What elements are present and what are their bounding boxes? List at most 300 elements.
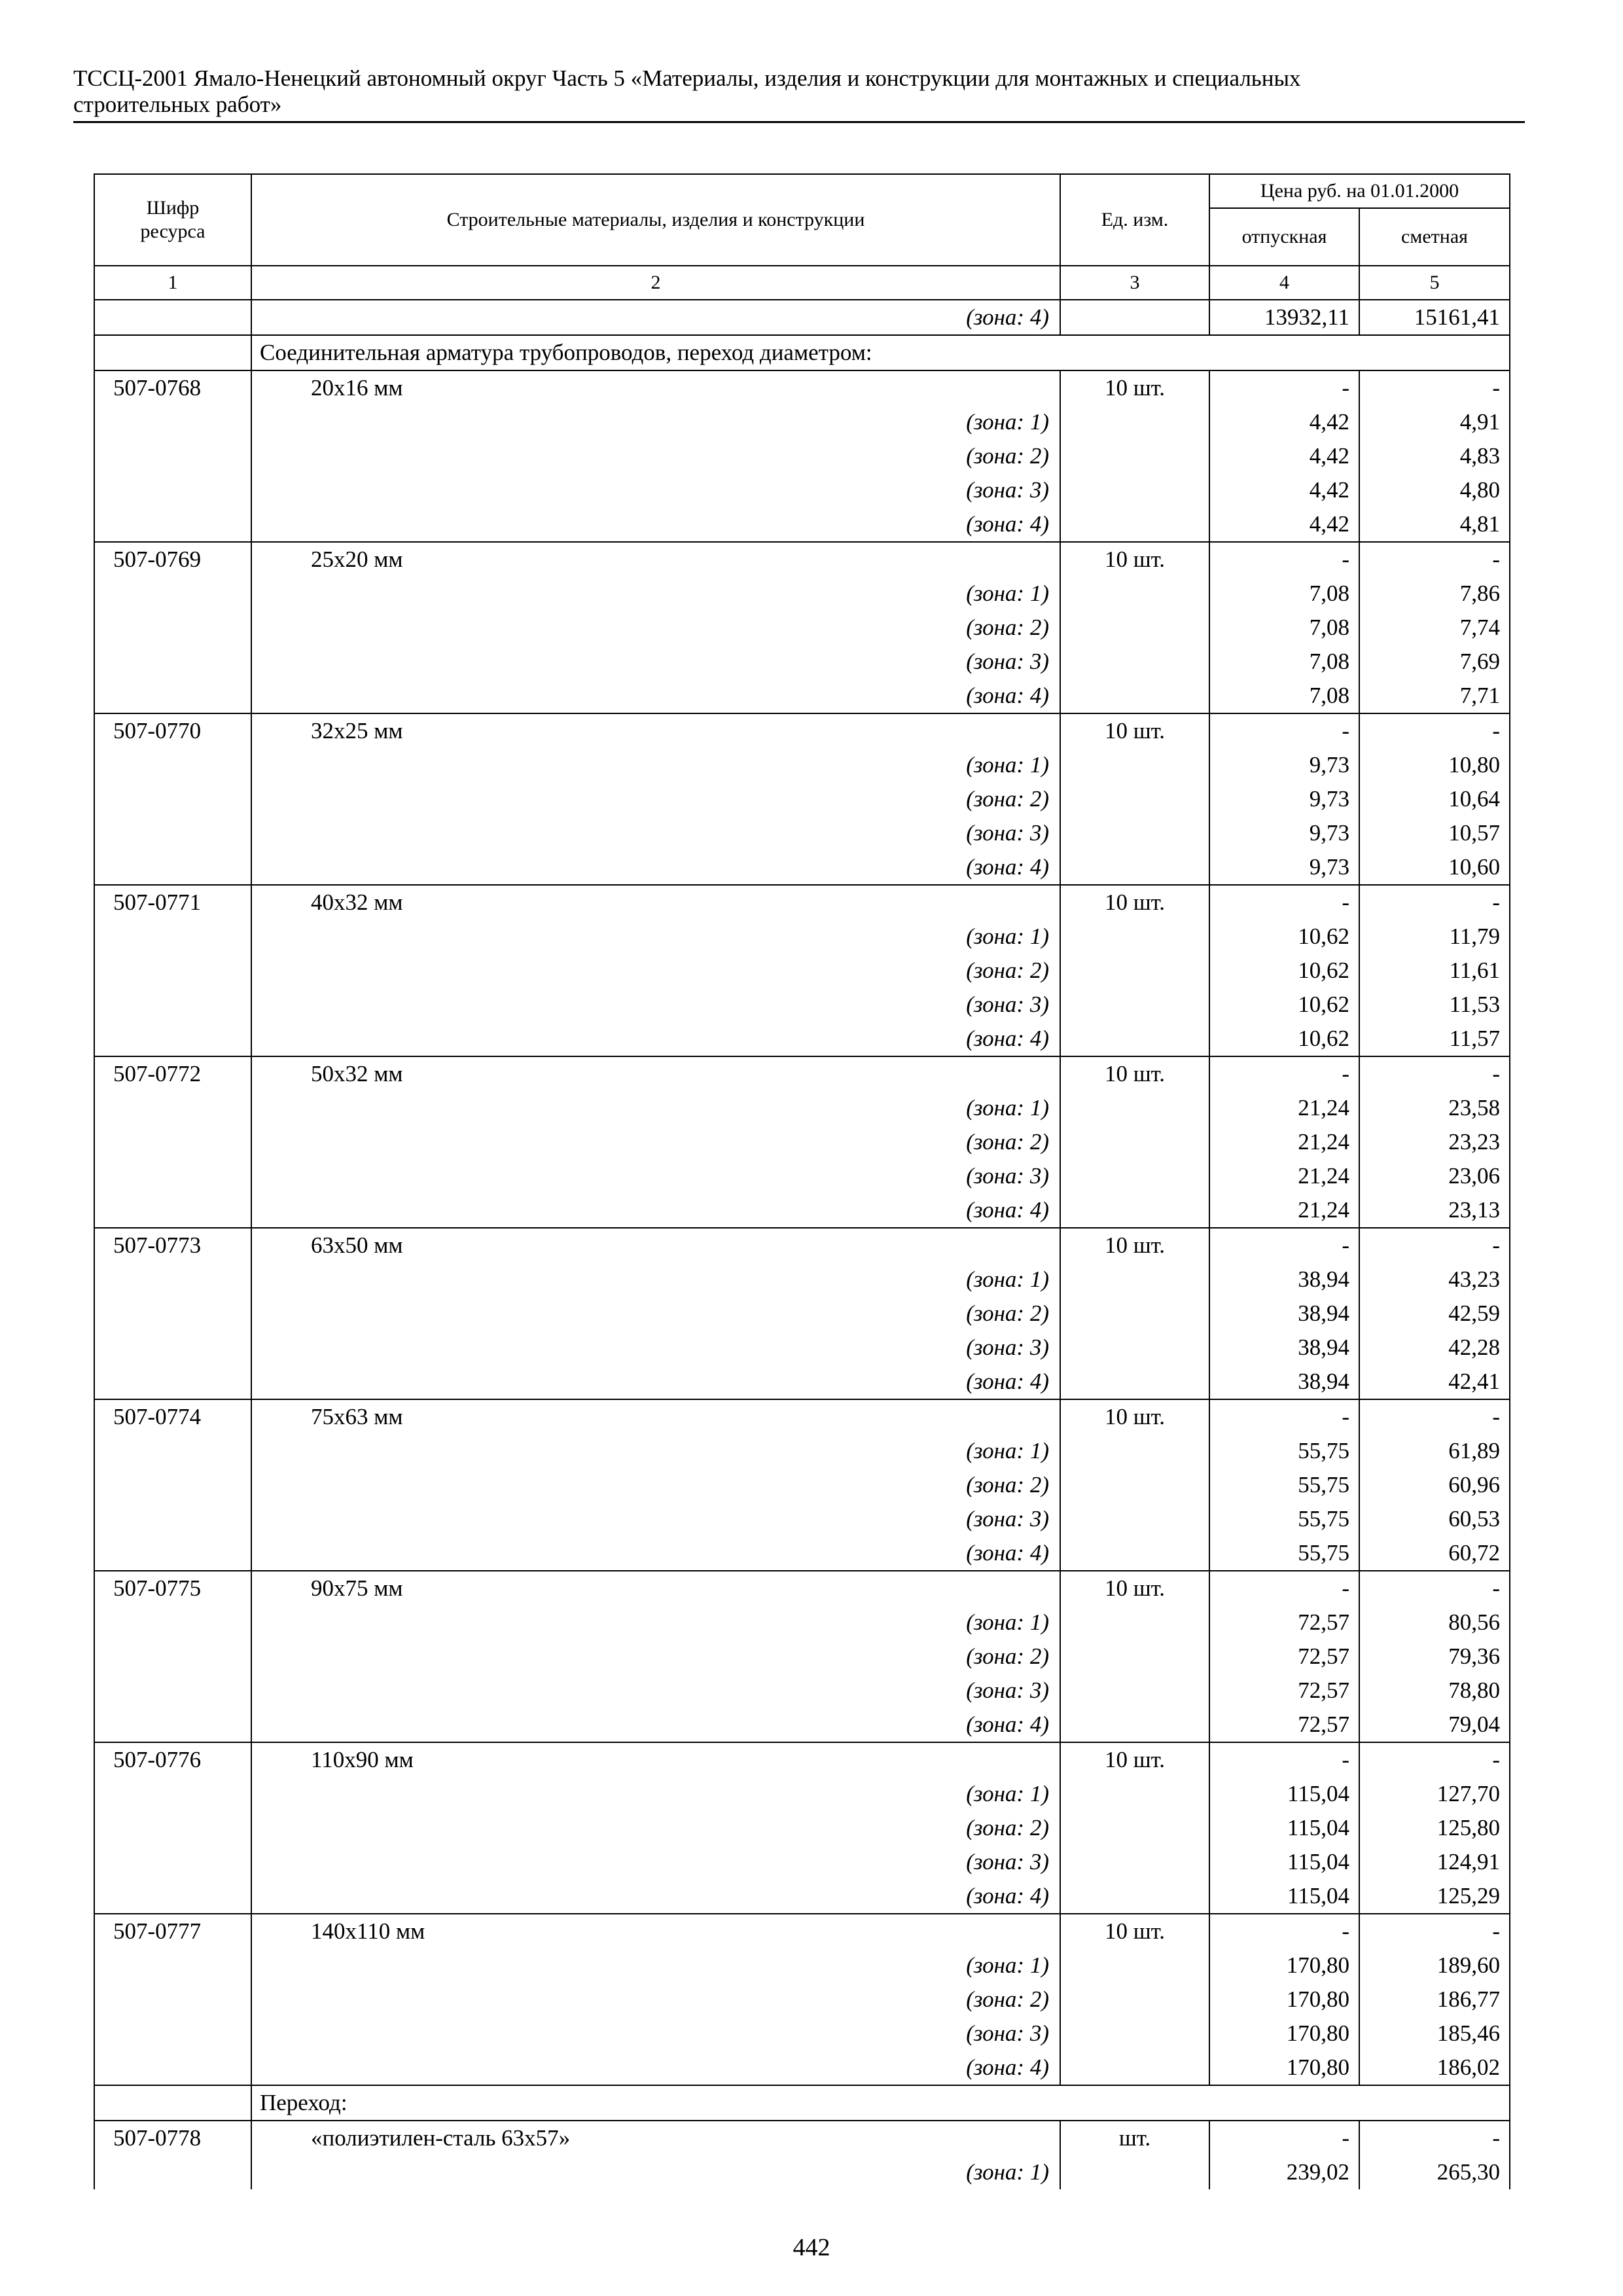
table-row [94, 1056, 1510, 1091]
code-cell [94, 2155, 251, 2189]
release-price-cell: - [1209, 1742, 1359, 1777]
estimate-price-cell: 125,29 [1359, 1879, 1510, 1914]
unit-cell [1060, 1982, 1209, 2017]
code-cell [94, 1845, 251, 1879]
code-cell [94, 954, 251, 988]
name-cell [251, 954, 1060, 988]
header-line-2: строительных работ» [73, 92, 282, 117]
code-cell [94, 473, 251, 507]
zone-label: (зона: 1) [966, 1781, 1049, 1806]
item-name: 75х63 мм [311, 1404, 403, 1429]
zone-row [94, 1536, 1510, 1571]
code-cell [94, 2051, 251, 2085]
estimate-price-cell: 189,60 [1359, 1948, 1510, 1982]
name-cell [251, 1502, 1060, 1536]
resource-code-cell: 507-0773 [94, 1228, 251, 1263]
estimate-price-cell: 23,23 [1359, 1125, 1510, 1159]
unit-cell [1060, 1022, 1209, 1056]
zone-label: (зона: 2) [966, 786, 1049, 812]
release-price-cell: 13932,11 [1209, 300, 1359, 335]
estimate-price-cell: 15161,41 [1359, 300, 1510, 335]
release-price-cell: 55,75 [1209, 1536, 1359, 1571]
code-cell [94, 1193, 251, 1228]
estimate-price-cell: 186,02 [1359, 2051, 1510, 2085]
zone-row [94, 1022, 1510, 1056]
code-cell [94, 782, 251, 816]
estimate-price-cell: - [1359, 1571, 1510, 1605]
resource-code-cell: 507-0769 [94, 542, 251, 577]
zone-row [94, 1502, 1510, 1536]
estimate-price-cell: - [1359, 1056, 1510, 1091]
document-header [73, 65, 1525, 118]
zone-row [94, 645, 1510, 679]
zone-row [94, 473, 1510, 507]
name-cell [251, 1365, 1060, 1399]
estimate-price-cell: 78,80 [1359, 1674, 1510, 1708]
name-cell [251, 1297, 1060, 1331]
resource-code-cell: 507-0777 [94, 1914, 251, 1948]
zone-row [94, 1468, 1510, 1502]
zone-label: (зона: 4) [966, 1883, 1049, 1909]
table-row [94, 1399, 1510, 1434]
name-cell [251, 2155, 1060, 2189]
estimate-price-cell: 7,86 [1359, 577, 1510, 611]
zone-row [94, 1948, 1510, 1982]
name-cell [251, 1228, 1060, 1263]
estimate-price-cell: 61,89 [1359, 1434, 1510, 1468]
section-row [94, 335, 1510, 370]
name-cell [251, 507, 1060, 542]
unit-cell [1060, 507, 1209, 542]
name-cell [251, 1263, 1060, 1297]
estimate-price-cell: 60,53 [1359, 1502, 1510, 1536]
release-price-cell: 55,75 [1209, 1434, 1359, 1468]
estimate-price-cell: 42,41 [1359, 1365, 1510, 1399]
name-cell [251, 1948, 1060, 1982]
code-cell [94, 1708, 251, 1742]
estimate-price-cell: 23,06 [1359, 1159, 1510, 1193]
unit-cell [1060, 2017, 1209, 2051]
estimate-price-cell: 185,46 [1359, 2017, 1510, 2051]
name-cell [251, 1468, 1060, 1502]
zone-row [94, 1159, 1510, 1193]
unit-cell: 10 шт. [1060, 885, 1209, 920]
release-price-cell: 10,62 [1209, 954, 1359, 988]
estimate-price-cell: - [1359, 1228, 1510, 1263]
zone-label: (зона: 4) [966, 854, 1049, 880]
column-header-price-estimate: сметная [1359, 208, 1510, 266]
name-cell [251, 1914, 1060, 1948]
release-price-cell: 21,24 [1209, 1091, 1359, 1125]
release-price-cell: 4,42 [1209, 473, 1359, 507]
zone-label: (зона: 3) [966, 649, 1049, 674]
unit-cell [1060, 1879, 1209, 1914]
name-cell [251, 816, 1060, 850]
estimate-price-cell: 43,23 [1359, 1263, 1510, 1297]
column-header-price-release: отпускная [1209, 208, 1359, 266]
name-cell [251, 2121, 1060, 2155]
zone-row [94, 2017, 1510, 2051]
release-price-cell: - [1209, 1571, 1359, 1605]
unit-cell [1060, 1605, 1209, 1640]
name-cell [251, 473, 1060, 507]
estimate-price-cell: 11,57 [1359, 1022, 1510, 1056]
estimate-price-cell: 4,81 [1359, 507, 1510, 542]
price-table [94, 173, 1510, 2189]
estimate-price-cell: - [1359, 370, 1510, 405]
name-cell [251, 577, 1060, 611]
release-price-cell: 4,42 [1209, 507, 1359, 542]
unit-cell [1060, 1708, 1209, 1742]
resource-code-cell: 507-0776 [94, 1742, 251, 1777]
release-price-cell: - [1209, 713, 1359, 748]
item-name: 32х25 мм [311, 718, 403, 744]
estimate-price-cell: 60,96 [1359, 1468, 1510, 1502]
release-price-cell: - [1209, 1399, 1359, 1434]
unit-cell [1060, 1536, 1209, 1571]
release-price-cell: 239,02 [1209, 2155, 1359, 2189]
unit-cell: 10 шт. [1060, 713, 1209, 748]
unit-cell [1060, 405, 1209, 439]
zone-row [94, 1125, 1510, 1159]
release-price-cell: - [1209, 1056, 1359, 1091]
zone-label: (зона: 1) [966, 1438, 1049, 1463]
code-cell [94, 1674, 251, 1708]
unit-cell [1060, 988, 1209, 1022]
zone-label: (зона: 3) [966, 992, 1049, 1017]
name-cell [251, 1193, 1060, 1228]
release-price-cell: 21,24 [1209, 1193, 1359, 1228]
name-cell [251, 1536, 1060, 1571]
name-cell [251, 782, 1060, 816]
code-cell [94, 1263, 251, 1297]
estimate-price-cell: 4,83 [1359, 439, 1510, 473]
zone-label: (зона: 2) [966, 1300, 1049, 1326]
name-cell [251, 988, 1060, 1022]
item-name: 63х50 мм [311, 1232, 403, 1258]
name-cell [251, 1091, 1060, 1125]
unit-cell [1060, 2051, 1209, 2085]
name-cell [251, 1982, 1060, 2017]
release-price-cell: 7,08 [1209, 645, 1359, 679]
column-header-unit: Ед. изм. [1060, 174, 1209, 266]
name-cell [251, 439, 1060, 473]
name-cell [251, 1708, 1060, 1742]
estimate-price-cell: 11,61 [1359, 954, 1510, 988]
release-price-cell: 7,08 [1209, 577, 1359, 611]
estimate-price-cell: 11,79 [1359, 920, 1510, 954]
unit-cell: 10 шт. [1060, 1399, 1209, 1434]
item-name: 50х32 мм [311, 1061, 403, 1086]
unit-cell: шт. [1060, 2121, 1209, 2155]
code-cell [94, 507, 251, 542]
estimate-price-cell: - [1359, 1399, 1510, 1434]
name-cell [251, 679, 1060, 713]
zone-label: (зона: 3) [966, 477, 1049, 503]
release-price-cell: 115,04 [1209, 1811, 1359, 1845]
zone-row [94, 1640, 1510, 1674]
zone-label: (зона: 4) [966, 2054, 1049, 2080]
release-price-cell: 9,73 [1209, 782, 1359, 816]
estimate-price-cell: 265,30 [1359, 2155, 1510, 2189]
code-cell [94, 1297, 251, 1331]
estimate-price-cell: 125,80 [1359, 1811, 1510, 1845]
estimate-price-cell: 42,59 [1359, 1297, 1510, 1331]
header-rule [73, 121, 1525, 123]
unit-cell [1060, 679, 1209, 713]
code-cell [94, 850, 251, 885]
estimate-price-cell: 127,70 [1359, 1777, 1510, 1811]
column-number: 2 [251, 266, 1060, 300]
column-header-name: Строительные материалы, изделия и конструкции [251, 174, 1060, 266]
unit-cell [1060, 1640, 1209, 1674]
zone-row [94, 782, 1510, 816]
code-cell [94, 1948, 251, 1982]
table-body [94, 300, 1510, 2189]
item-name: 20х16 мм [311, 375, 403, 401]
estimate-price-cell: 7,74 [1359, 611, 1510, 645]
release-price-cell: 9,73 [1209, 748, 1359, 782]
code-cell [94, 679, 251, 713]
table-row [94, 1571, 1510, 1605]
estimate-price-cell: 42,28 [1359, 1331, 1510, 1365]
name-cell [251, 1605, 1060, 1640]
release-price-cell: 55,75 [1209, 1468, 1359, 1502]
resource-code-cell: 507-0772 [94, 1056, 251, 1091]
zone-label: (зона: 4) [966, 1712, 1049, 1737]
zone-label: (зона: 2) [966, 1129, 1049, 1155]
item-name: 25х20 мм [311, 547, 403, 572]
column-header-code: Шифр ресурса [94, 174, 251, 266]
name-cell [251, 1640, 1060, 1674]
zone-label: (зона: 2) [966, 1643, 1049, 1669]
unit-cell [1060, 782, 1209, 816]
zone-label: (зона: 2) [966, 1815, 1049, 1840]
release-price-cell: 72,57 [1209, 1605, 1359, 1640]
zone-label: (зона: 4) [966, 1369, 1049, 1394]
zone-label: (зона: 4) [966, 1540, 1049, 1566]
zone-row [94, 1434, 1510, 1468]
release-price-cell: 7,08 [1209, 611, 1359, 645]
unit-cell: 10 шт. [1060, 1228, 1209, 1263]
name-cell [251, 542, 1060, 577]
unit-cell [1060, 1331, 1209, 1365]
name-cell [251, 885, 1060, 920]
unit-cell [1060, 1263, 1209, 1297]
unit-cell [1060, 1468, 1209, 1502]
release-price-cell: 115,04 [1209, 1777, 1359, 1811]
code-cell [94, 1434, 251, 1468]
code-cell [94, 1811, 251, 1845]
code-cell [94, 1159, 251, 1193]
estimate-price-cell: 7,69 [1359, 645, 1510, 679]
unit-cell [1060, 1434, 1209, 1468]
zone-row [94, 1365, 1510, 1399]
unit-cell [1060, 1777, 1209, 1811]
code-cell [94, 577, 251, 611]
zone-row [94, 920, 1510, 954]
resource-code-cell: 507-0774 [94, 1399, 251, 1434]
release-price-cell: - [1209, 885, 1359, 920]
unit-cell [1060, 1811, 1209, 1845]
release-price-cell: 115,04 [1209, 1845, 1359, 1879]
unit-cell [1060, 2155, 1209, 2189]
unit-cell [1060, 850, 1209, 885]
estimate-price-cell: 10,60 [1359, 850, 1510, 885]
code-cell [94, 405, 251, 439]
table-row [94, 885, 1510, 920]
table-row [94, 1914, 1510, 1948]
unit-cell [1060, 920, 1209, 954]
zone-label: (зона: 1) [966, 1952, 1049, 1978]
release-price-cell: 38,94 [1209, 1263, 1359, 1297]
release-price-cell: 72,57 [1209, 1640, 1359, 1674]
section-title: Соединительная арматура трубопроводов, переход диаметром: [251, 335, 1510, 370]
name-cell [251, 370, 1060, 405]
release-price-cell: 170,80 [1209, 2017, 1359, 2051]
code-cell [94, 1331, 251, 1365]
name-cell [251, 713, 1060, 748]
item-name: 140х110 мм [311, 1918, 425, 1944]
name-cell [251, 1811, 1060, 1845]
zone-row [94, 1982, 1510, 2017]
code-cell [94, 1879, 251, 1914]
zone-row [94, 1331, 1510, 1365]
unit-cell [1060, 816, 1209, 850]
name-cell [251, 1845, 1060, 1879]
release-price-cell: 115,04 [1209, 1879, 1359, 1914]
code-cell [94, 748, 251, 782]
zone-row [94, 611, 1510, 645]
unit-cell [1060, 611, 1209, 645]
zone-row [94, 439, 1510, 473]
unit-cell [1060, 645, 1209, 679]
unit-cell: 10 шт. [1060, 542, 1209, 577]
release-price-cell: - [1209, 2121, 1359, 2155]
unit-cell [1060, 577, 1209, 611]
code-cell [94, 920, 251, 954]
release-price-cell: 55,75 [1209, 1502, 1359, 1536]
release-price-cell: 4,42 [1209, 405, 1359, 439]
unit-cell [1060, 1091, 1209, 1125]
estimate-price-cell: 4,91 [1359, 405, 1510, 439]
estimate-price-cell: 10,80 [1359, 748, 1510, 782]
estimate-price-cell: 79,36 [1359, 1640, 1510, 1674]
zone-label: (зона: 1) [966, 1095, 1049, 1121]
zone-label: (зона: 4) [966, 304, 1049, 330]
resource-code-cell: 507-0778 [94, 2121, 251, 2155]
table-row [94, 1742, 1510, 1777]
estimate-price-cell: - [1359, 2121, 1510, 2155]
zone-row [94, 1297, 1510, 1331]
name-cell [251, 1777, 1060, 1811]
code-cell [94, 645, 251, 679]
code-cell [94, 611, 251, 645]
unit-cell [1060, 1674, 1209, 1708]
name-cell [251, 920, 1060, 954]
zone-row [94, 1193, 1510, 1228]
release-price-cell: 4,42 [1209, 439, 1359, 473]
code-cell [94, 1365, 251, 1399]
page-number: 442 [793, 2234, 830, 2261]
unit-cell [1060, 954, 1209, 988]
zone-row [94, 1879, 1510, 1914]
zone-label: (зона: 3) [966, 1335, 1049, 1360]
estimate-price-cell: 7,71 [1359, 679, 1510, 713]
table-row [94, 713, 1510, 748]
zone-row [94, 1605, 1510, 1640]
item-name: 40х32 мм [311, 889, 403, 915]
unit-cell [1060, 1365, 1209, 1399]
estimate-price-cell: - [1359, 1742, 1510, 1777]
zone-row [94, 507, 1510, 542]
estimate-price-cell: 23,58 [1359, 1091, 1510, 1125]
zone-label: (зона: 4) [966, 1026, 1049, 1051]
zone-label: (зона: 3) [966, 820, 1049, 846]
zone-row [94, 1091, 1510, 1125]
code-cell [94, 335, 251, 370]
unit-cell [1060, 1193, 1209, 1228]
release-price-cell: 170,80 [1209, 2051, 1359, 2085]
release-price-cell: 10,62 [1209, 1022, 1359, 1056]
name-cell [251, 1056, 1060, 1091]
zone-row [94, 577, 1510, 611]
zone-label: (зона: 2) [966, 615, 1049, 640]
estimate-price-cell: 60,72 [1359, 1536, 1510, 1571]
estimate-price-cell: 10,64 [1359, 782, 1510, 816]
release-price-cell: 72,57 [1209, 1708, 1359, 1742]
name-cell [251, 2017, 1060, 2051]
zone-label: (зона: 2) [966, 1472, 1049, 1498]
column-number: 4 [1209, 266, 1359, 300]
code-cell [94, 1605, 251, 1640]
estimate-price-cell: 79,04 [1359, 1708, 1510, 1742]
release-price-cell: 38,94 [1209, 1297, 1359, 1331]
unit-cell [1060, 1502, 1209, 1536]
table-row [94, 1228, 1510, 1263]
code-cell [94, 2017, 251, 2051]
name-cell [251, 1159, 1060, 1193]
estimate-price-cell: 10,57 [1359, 816, 1510, 850]
name-cell [251, 1399, 1060, 1434]
zone-row [94, 816, 1510, 850]
zone-label: (зона: 1) [966, 1609, 1049, 1635]
unit-cell: 10 шт. [1060, 1914, 1209, 1948]
name-cell [251, 1434, 1060, 1468]
table-row [94, 542, 1510, 577]
column-number-row [94, 266, 1510, 300]
code-cell [94, 1536, 251, 1571]
code-cell [94, 1091, 251, 1125]
release-price-cell: 72,57 [1209, 1674, 1359, 1708]
section-title: Переход: [251, 2085, 1510, 2121]
zone-row [94, 748, 1510, 782]
code-cell [94, 300, 251, 335]
zone-label: (зона: 1) [966, 752, 1049, 778]
unit-cell: 10 шт. [1060, 1571, 1209, 1605]
resource-code-cell: 507-0771 [94, 885, 251, 920]
zone-row [94, 1708, 1510, 1742]
name-cell [251, 1571, 1060, 1605]
unit-cell [1060, 1845, 1209, 1879]
code-cell [94, 1022, 251, 1056]
release-price-cell: 21,24 [1209, 1159, 1359, 1193]
column-header-price-group: Цена руб. на 01.01.2000 [1209, 174, 1510, 208]
unit-cell [1060, 1948, 1209, 1982]
release-price-cell: 9,73 [1209, 850, 1359, 885]
estimate-price-cell: - [1359, 713, 1510, 748]
estimate-price-cell: - [1359, 542, 1510, 577]
